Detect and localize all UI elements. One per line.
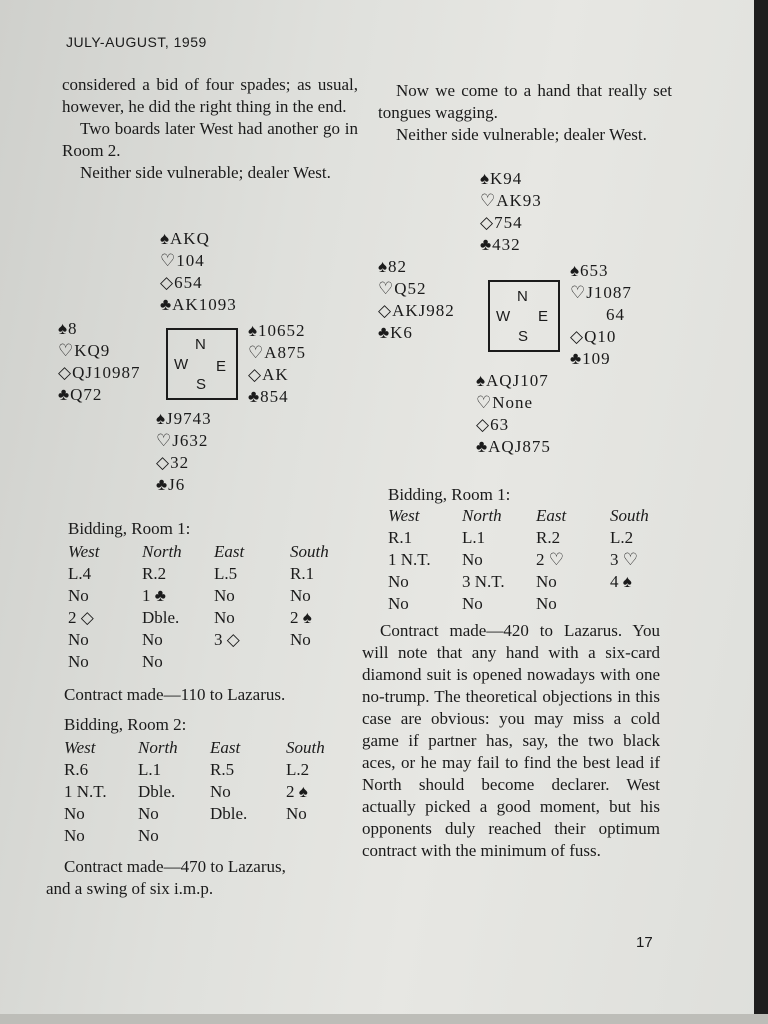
hand-line: ◇QJ10987 [58, 363, 141, 382]
left-compass-box [166, 328, 238, 400]
bidding-cell: R.6 [64, 760, 89, 779]
hand-line: ♡AK93 [480, 191, 542, 210]
bidding-header: North [462, 506, 502, 525]
hand-line: ◇754 [480, 213, 523, 232]
bidding-header: South [610, 506, 649, 525]
page-header: JULY-AUGUST, 1959 [66, 34, 207, 50]
bidding-cell: R.1 [388, 528, 413, 547]
hand-line: ◇Q10 [570, 327, 617, 346]
bidding-cell: 3 ♡ [610, 550, 638, 569]
bidding-cell: L.2 [610, 528, 634, 547]
hand-line: ♡A875 [248, 343, 307, 362]
bidding-cell: Dble. [210, 804, 248, 823]
bidding-header: South [286, 738, 325, 757]
page-bottom-edge [0, 1014, 768, 1024]
right-commentary [362, 620, 660, 862]
bidding-cell: No [214, 608, 235, 627]
left-deal-north-hand [160, 228, 237, 316]
hand-line: ◇63 [476, 415, 510, 434]
bidding-cell: No [214, 586, 235, 605]
page-number: 17 [636, 934, 653, 951]
left-room1-result: Contract made—110 to Lazarus. [64, 685, 286, 704]
hand-line: ♣109 [570, 349, 611, 368]
bidding-cell: No [290, 630, 311, 649]
bidding-header: East [214, 542, 245, 561]
hand-line: ♡J632 [156, 431, 209, 450]
hand-line: ♡J1087 [570, 283, 632, 302]
bidding-cell: No [462, 594, 483, 613]
hand-line: ♡None [476, 393, 534, 412]
bidding-cell: No [138, 826, 159, 845]
right-deal-north-hand [480, 168, 542, 256]
bidding-cell: L.4 [68, 564, 92, 583]
left-paragraph-1: considered a bid of four spades; as usual, however, he did the right thing in the end. [62, 75, 358, 116]
bidding-header: South [290, 542, 329, 561]
left-paragraph-2: Two boards later West had another go in Room 2. [62, 119, 358, 160]
left-room1-title: Bidding, Room 1: [68, 519, 191, 538]
compass-north: N [517, 288, 528, 305]
bidding-cell: No [286, 804, 307, 823]
bidding-header: East [210, 738, 241, 757]
bidding-header: North [138, 738, 178, 757]
hand-line: ♣K6 [378, 323, 413, 342]
bidding-cell: 1 ♣ [142, 586, 166, 605]
bidding-cell: No [536, 594, 557, 613]
compass-east: E [538, 308, 549, 325]
compass-north: N [195, 336, 206, 353]
bidding-cell: No [64, 804, 85, 823]
left-deal-west-hand [58, 318, 140, 406]
left-deal-south-hand [156, 408, 212, 496]
hand-line: ♡104 [160, 251, 205, 270]
hand-line: ◇654 [160, 273, 203, 292]
bidding-cell: 3 ◇ [214, 630, 240, 649]
right-room1-title: Bidding, Room 1: [388, 485, 511, 504]
bidding-cell: Dble. [142, 608, 180, 627]
right-paragraph-3: Contract made—420 to Lazarus. You will note that any hand with a six-card diamond suit is opened nowadays with one no-trump. The theoretical objections in this case are obvious: you may miss a cold game if partner has, say, the two black aces, or he may fail to find the best lead if North should become declarer. West actually picked a good moment, but his opponents duly reached their optimum contract with the minimum of fuss. [362, 621, 660, 860]
compass-south: S [518, 328, 529, 345]
hand-line: ♠AQJ107 [476, 371, 549, 390]
left-room2-result-line2: and a swing of six i.m.p. [46, 879, 214, 898]
compass-west: W [496, 308, 511, 325]
left-paragraph-3: Neither side vulnerable; dealer West. [80, 163, 331, 182]
bidding-cell: 2 ♡ [536, 550, 564, 569]
bidding-cell: 1 N.T. [388, 550, 431, 569]
bidding-cell: No [462, 550, 483, 569]
hand-line: ◇AK [248, 365, 289, 384]
bidding-cell: No [290, 586, 311, 605]
bidding-header: East [536, 506, 567, 525]
hand-line: ♠653 [570, 261, 609, 280]
hand-line: ♣Q72 [58, 385, 103, 404]
hand-line: ♠K94 [480, 169, 523, 188]
hand-line: ♣854 [248, 387, 289, 406]
right-paragraph-1: Now we come to a hand that really set tongues wagging. [378, 81, 672, 122]
bidding-cell: No [536, 572, 557, 591]
bidding-cell: R.5 [210, 760, 235, 779]
bidding-cell: Dble. [138, 782, 176, 801]
hand-line: ◇32 [156, 453, 190, 472]
bidding-cell: 3 N.T. [462, 572, 505, 591]
bidding-cell: R.2 [142, 564, 167, 583]
left-intro-text [62, 74, 358, 184]
bidding-cell: L.1 [138, 760, 162, 779]
compass-west: W [174, 356, 189, 373]
hand-line: ♠82 [378, 257, 408, 276]
bidding-cell: L.2 [286, 760, 310, 779]
hand-line: 64 [606, 305, 625, 324]
right-deal-south-hand [476, 370, 551, 458]
right-deal-west-hand [378, 256, 455, 344]
hand-line: ♡KQ9 [58, 341, 111, 360]
hand-line: ◇AKJ982 [378, 301, 455, 320]
bidding-header: West [64, 738, 96, 757]
right-compass-box [488, 280, 560, 352]
bidding-cell: R.2 [536, 528, 561, 547]
hand-line: ♠J9743 [156, 409, 212, 428]
bidding-cell: No [210, 782, 231, 801]
bidding-cell: 2 ♠ [286, 782, 308, 801]
hand-line: ♠AKQ [160, 229, 210, 248]
hand-line: ♠10652 [248, 321, 306, 340]
right-intro-text [378, 80, 672, 146]
right-deal-east-hand [570, 260, 632, 370]
hand-line: ♠8 [58, 319, 78, 338]
hand-line: ♣432 [480, 235, 521, 254]
bidding-cell: No [142, 630, 163, 649]
hand-line: ♡Q52 [378, 279, 427, 298]
compass-south: S [196, 376, 207, 393]
bidding-cell: 1 N.T. [64, 782, 107, 801]
hand-line: ♣J6 [156, 475, 186, 494]
bidding-cell: No [68, 630, 89, 649]
bidding-cell: No [138, 804, 159, 823]
bidding-cell: No [388, 594, 409, 613]
bidding-header: North [142, 542, 182, 561]
left-deal-east-hand [248, 320, 306, 408]
hand-line: ♣AK1093 [160, 295, 237, 314]
hand-line: ♣AQJ875 [476, 437, 551, 456]
left-room2-result-line1: Contract made—470 to Lazarus, [64, 857, 286, 876]
bidding-cell: 2 ◇ [68, 608, 94, 627]
bidding-cell: L.1 [462, 528, 486, 547]
right-paragraph-2: Neither side vulnerable; dealer West. [396, 125, 647, 144]
page-edge-shadow [754, 0, 768, 1024]
bidding-cell: R.1 [290, 564, 315, 583]
bidding-header: West [68, 542, 100, 561]
left-room2-title: Bidding, Room 2: [64, 715, 187, 734]
bidding-cell: No [68, 586, 89, 605]
bidding-cell: No [142, 652, 163, 671]
bidding-cell: No [388, 572, 409, 591]
bidding-cell: L.5 [214, 564, 238, 583]
bidding-cell: 2 ♠ [290, 608, 312, 627]
bidding-cell: No [64, 826, 85, 845]
compass-east: E [216, 358, 227, 375]
bidding-cell: 4 ♠ [610, 572, 632, 591]
bidding-cell: No [68, 652, 89, 671]
bidding-header: West [388, 506, 420, 525]
